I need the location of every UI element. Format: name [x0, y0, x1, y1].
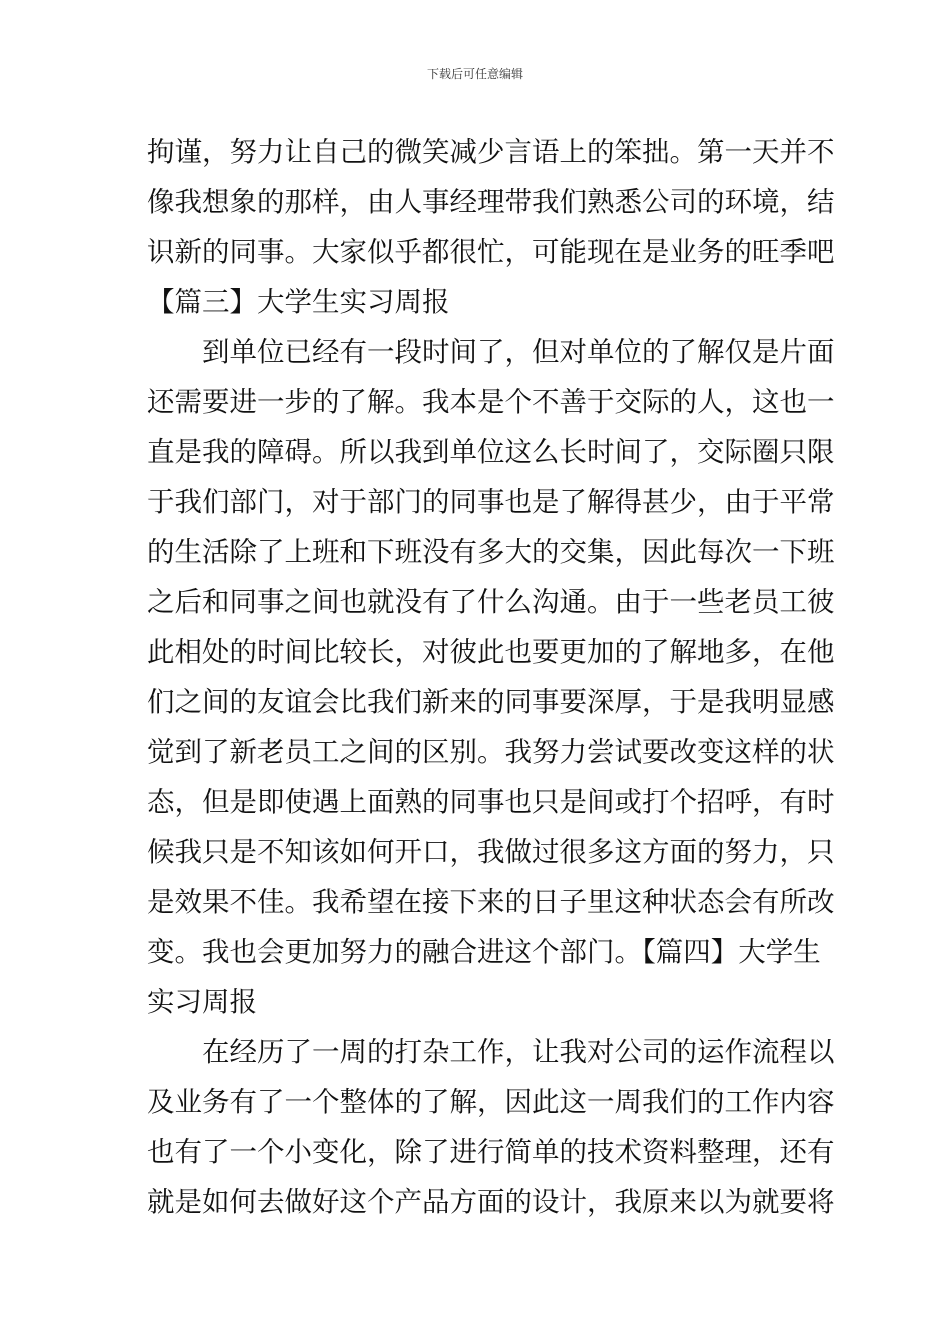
text-line: 就是如何去做好这个产品方面的设计，我原来以为就要将: [147, 1186, 835, 1218]
text-line: 候我只是不知该如何开口，我做过很多这方面的努力，只: [147, 836, 835, 868]
text-line: 及业务有了一个整体的了解，因此这一周我们的工作内容: [147, 1086, 835, 1118]
text-line: 实习周报: [147, 986, 257, 1018]
text-line: 此相处的时间比较长，对彼此也要更加的了解地多，在他: [147, 636, 835, 668]
text-line: 的生活除了上班和下班没有多大的交集，因此每次一下班: [147, 536, 835, 568]
text-line: 直是我的障碍。所以我到单位这么长时间了，交际圈只限: [147, 436, 835, 468]
text-line: 【篇三】大学生实习周报: [147, 286, 450, 318]
text-line: 像我想象的那样，由人事经理带我们熟悉公司的环境，结: [147, 186, 835, 218]
text-line: 到单位已经有一段时间了，但对单位的了解仅是片面: [202, 336, 835, 368]
document-body: [147, 127, 835, 1227]
text-line: 识新的同事。大家似乎都很忙，可能现在是业务的旺季吧: [147, 236, 835, 268]
text-line: 变。我也会更加努力的融合进这个部门。【篇四】大学生: [147, 936, 821, 968]
text-line: 还需要进一步的了解。我本是个不善于交际的人，这也一: [147, 386, 835, 418]
text-line: 觉到了新老员工之间的区别。我努力尝试要改变这样的状: [147, 736, 835, 768]
text-line: 态，但是即使遇上面熟的同事也只是间或打个招呼，有时: [147, 786, 835, 818]
text-line: 是效果不佳。我希望在接下来的日子里这种状态会有所改: [147, 886, 835, 918]
page-header: 下载后可任意编辑: [426, 67, 523, 81]
text-line: 拘谨，努力让自己的微笑减少言语上的笨拙。第一天并不: [147, 136, 835, 168]
text-line: 之后和同事之间也就没有了什么沟通。由于一些老员工彼: [147, 586, 835, 618]
text-line: 于我们部门，对于部门的同事也是了解得甚少，由于平常: [147, 486, 835, 518]
text-line: 们之间的友谊会比我们新来的同事要深厚，于是我明显感: [147, 686, 835, 718]
text-line: 在经历了一周的打杂工作，让我对公司的运作流程以: [202, 1036, 835, 1068]
text-line: 也有了一个小变化，除了进行简单的技术资料整理，还有: [147, 1136, 835, 1168]
